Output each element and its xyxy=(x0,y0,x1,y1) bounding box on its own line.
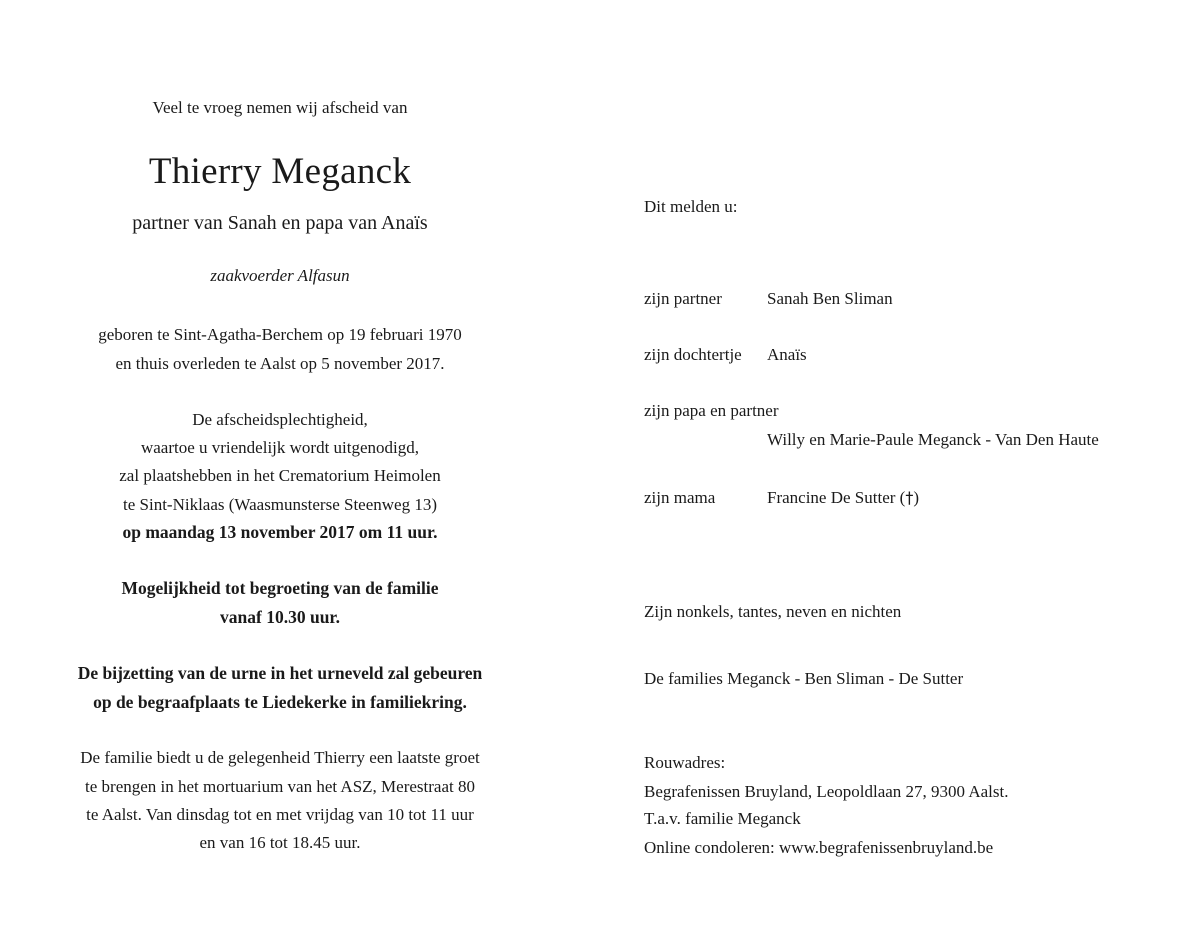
ceremony-line: waartoe u vriendelijk wordt uitgenodigd, xyxy=(140,438,420,457)
ceremony-line: De afscheidsplechtigheid, xyxy=(192,410,368,429)
urn-line: op de begraafplaats te Liedekerke in familiekring. xyxy=(93,692,467,712)
family-member-name: Sanah Ben Sliman xyxy=(767,289,893,308)
death-text: en thuis overleden te Aalst op 5 november 2017. xyxy=(115,354,445,373)
family-role: zijn mama xyxy=(644,488,716,507)
ceremony-line: te Sint-Niklaas (Waasmunsterse Steenweg 13) xyxy=(123,495,437,514)
cross-icon: † xyxy=(905,488,914,507)
relatives-text: Zijn nonkels, tantes, neven en nichten xyxy=(644,602,902,621)
ceremony-line: zal plaatshebben in het Crematorium Heimolen xyxy=(119,466,441,485)
family-member-name: Anaïs xyxy=(767,345,807,364)
relation-text: partner van Sanah en papa van Anaïs xyxy=(132,212,428,234)
ceremony-date: op maandag 13 november 2017 om 11 uur. xyxy=(122,522,438,542)
family-member-name-text: Francine De Sutter ( xyxy=(767,488,906,507)
address-line: Begrafenissen Bruyland, Leopoldlaan 27, 9300 Aalst. xyxy=(644,782,1009,801)
family-member-name xyxy=(767,487,919,509)
address-label: Rouwadres: xyxy=(644,753,726,772)
mortuarium-line: De familie biedt u de gelegenheid Thierry een laatste groet xyxy=(80,748,480,767)
urn-line: De bijzetting van de urne in het urneveld zal gebeuren xyxy=(77,663,483,683)
family-member-name: Willy en Marie-Paule Meganck - Van Den Haute xyxy=(767,430,1099,449)
family-role: zijn papa en partner xyxy=(644,401,779,420)
families-text: De families Meganck - Ben Sliman - De Sutter xyxy=(644,669,964,688)
address-line: T.a.v. familie Meganck xyxy=(644,809,801,828)
condolence-line: Mogelijkheid tot begroeting van de familie xyxy=(121,578,439,598)
deceased-name: Thierry Meganck xyxy=(148,151,412,192)
mortuarium-line: en van 16 tot 18.45 uur. xyxy=(199,833,361,852)
closing-paren: ) xyxy=(913,488,919,507)
condolence-line: vanaf 10.30 uur. xyxy=(220,607,340,627)
occupation-text: zaakvoerder Alfasun xyxy=(210,266,350,285)
intro-text: Veel te vroeg nemen wij afscheid van xyxy=(152,98,408,117)
family-role: zijn partner xyxy=(644,289,722,308)
mortuarium-line: te brengen in het mortuarium van het ASZ, Merestraat 80 xyxy=(85,777,475,796)
announce-text: Dit melden u: xyxy=(644,197,738,216)
mortuarium-line: te Aalst. Van dinsdag tot en met vrijdag van 10 tot 11 uur xyxy=(86,805,474,824)
family-role: zijn dochtertje xyxy=(644,345,742,364)
birth-text: geboren te Sint-Agatha-Berchem op 19 februari 1970 xyxy=(98,325,462,344)
address-line: Online condoleren: www.begrafenissenbruyland.be xyxy=(644,838,994,857)
